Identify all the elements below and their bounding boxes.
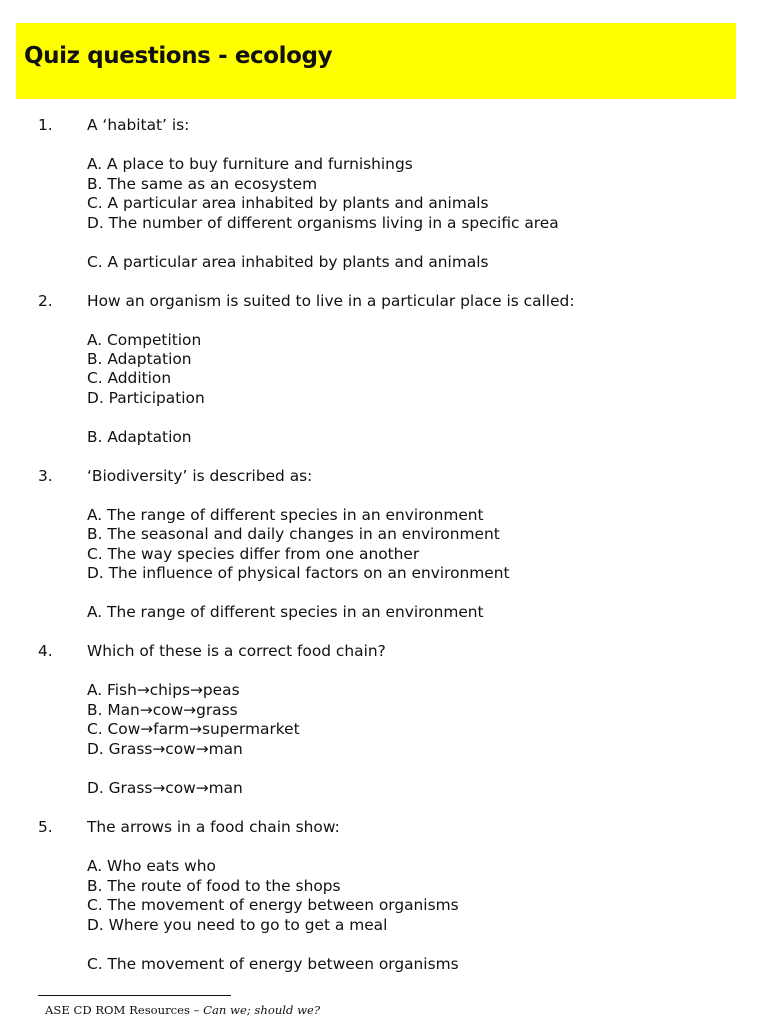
question-number: 4. — [38, 642, 53, 660]
question-text: A ‘habitat’ is: — [87, 116, 190, 134]
option-d: D. Where you need to go to get a meal — [87, 916, 388, 934]
option-d: D. Participation — [87, 389, 205, 407]
question-number: 5. — [38, 818, 53, 836]
question-number: 1. — [38, 116, 53, 134]
answer: A. The range of different species in an environment — [87, 603, 484, 621]
footer-title: Can we; should we? — [203, 1003, 321, 1017]
answer: B. Adaptation — [87, 428, 192, 446]
question-number: 3. — [38, 467, 53, 485]
footer-divider — [38, 995, 231, 996]
answer: D. Grass→cow→man — [87, 779, 243, 797]
option-b: B. Man→cow→grass — [87, 701, 238, 719]
footer-note — [45, 1003, 320, 1018]
option-a: A. The range of different species in an environment — [87, 506, 484, 524]
option-d: D. The influence of physical factors on an environment — [87, 564, 510, 582]
question-text: How an organism is suited to live in a particular place is called: — [87, 292, 575, 310]
title-banner — [16, 23, 736, 99]
footer-source: ASE CD ROM Resources – — [45, 1003, 204, 1017]
answer: C. A particular area inhabited by plants and animals — [87, 253, 489, 271]
option-a: A. A place to buy furniture and furnishings — [87, 155, 413, 173]
question-text: ‘Biodiversity’ is described as: — [87, 467, 313, 485]
page-title: Quiz questions - ecology — [24, 43, 333, 69]
option-d: D. The number of different organisms living in a specific area — [87, 214, 559, 232]
option-c: C. A particular area inhabited by plants and animals — [87, 194, 489, 212]
answer: C. The movement of energy between organisms — [87, 955, 459, 973]
question-text: The arrows in a food chain show: — [87, 818, 340, 836]
option-d: D. Grass→cow→man — [87, 740, 243, 758]
option-c: C. Cow→farm→supermarket — [87, 720, 300, 738]
question-number: 2. — [38, 292, 53, 310]
option-b: B. The same as an ecosystem — [87, 175, 318, 193]
option-a: A. Who eats who — [87, 857, 216, 875]
option-b: B. The seasonal and daily changes in an environment — [87, 525, 500, 543]
option-c: C. The movement of energy between organisms — [87, 896, 459, 914]
option-a: A. Fish→chips→peas — [87, 681, 240, 699]
option-a: A. Competition — [87, 331, 202, 349]
option-c: C. Addition — [87, 369, 172, 387]
option-b: B. Adaptation — [87, 350, 192, 368]
question-text: Which of these is a correct food chain? — [87, 642, 386, 660]
option-b: B. The route of food to the shops — [87, 877, 341, 895]
option-c: C. The way species differ from one another — [87, 545, 420, 563]
